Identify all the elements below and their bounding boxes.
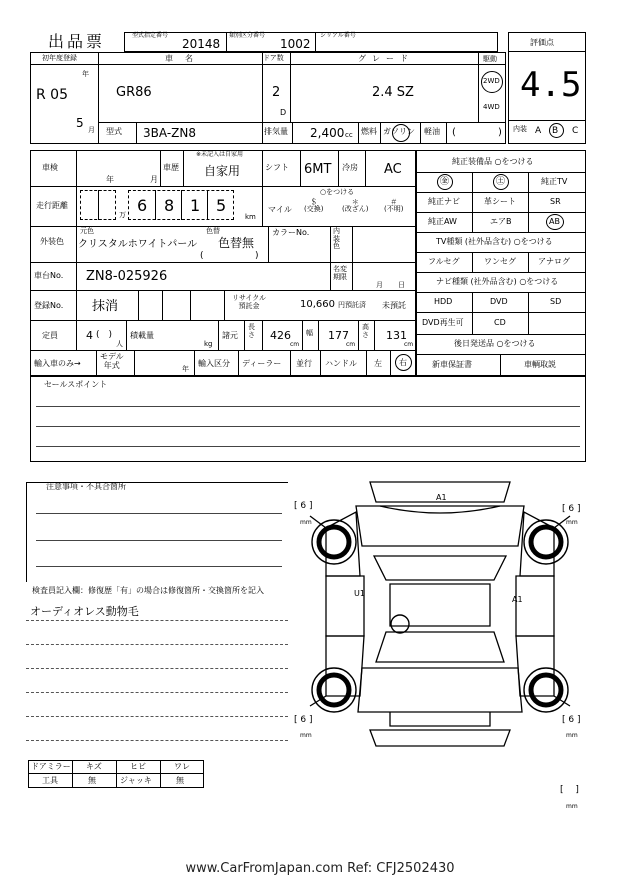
exchange-label: ＄ (交換) — [304, 198, 324, 213]
type-value: 3BA-ZN8 — [143, 126, 196, 140]
mileage-digit-1: 8 — [164, 196, 175, 215]
inspector-label: 検査員記入欄：修復歴「有」の場合は修復箇所・交換箇所を記入 — [32, 586, 264, 595]
score-value: 4.5 — [520, 65, 582, 105]
handle-label: ハンドル — [325, 359, 357, 368]
drive-4wd: 4WD — [483, 103, 500, 111]
spare-tire — [391, 615, 409, 633]
tire-depth-rr: [ 6 ] — [562, 715, 581, 725]
mark-front: A1 — [436, 493, 447, 502]
navi-hdd: HDD — [434, 297, 453, 306]
right-rear-fender — [516, 636, 554, 696]
sheet-title: 出品票 — [48, 32, 106, 51]
history-label: 車歴 — [163, 163, 179, 172]
mark-left: U1 — [354, 589, 365, 598]
model-designation-label: 型式指定番号 — [132, 32, 169, 39]
paint-value: 色替無 — [218, 236, 255, 250]
watermark: www.CarFromJapan.com Ref: CFJ2502430 — [185, 861, 455, 876]
tv-label: TV種類 (社外品含む) ○をつける — [436, 237, 553, 246]
trunk — [358, 668, 522, 712]
tv-fullseg: フルセグ — [428, 257, 460, 266]
fuel-value: ガソリン — [383, 127, 415, 136]
import-label: 輸入車のみ→ — [34, 359, 81, 368]
car-diagram — [290, 476, 590, 816]
equip-sr: SR — [550, 197, 561, 206]
recycle-value: 10,660 — [300, 299, 335, 310]
navi-label: ナビ種類 (社外品含む) ○をつける — [436, 277, 559, 286]
handle-left: 左 — [374, 359, 382, 368]
first-reg-era: R 05 — [36, 87, 68, 103]
reg-label: 登録No. — [34, 301, 64, 310]
left-rear-fender — [326, 636, 364, 696]
rear-window — [376, 632, 504, 662]
inspector-note: オーディオレス動物毛 — [30, 605, 139, 618]
width-value: 177 — [328, 329, 349, 342]
hood — [356, 506, 524, 546]
equip-ab: AB — [549, 217, 560, 226]
navi-dvd-play: DVD再生可 — [422, 318, 464, 327]
later-warranty: 新車保証書 — [432, 360, 472, 369]
displacement-label: 排気量 — [264, 127, 288, 136]
tv-oneseg: ワンセグ — [484, 257, 516, 266]
first-reg-label: 初年度登録 — [42, 54, 77, 62]
equip-pw: ㊏ — [496, 177, 506, 187]
shift-value: 6MT — [304, 162, 332, 177]
notes-label: 注意事項・不具合箇所 — [46, 482, 126, 491]
navi-sd: SD — [550, 297, 562, 306]
interior-b: B — [552, 126, 559, 136]
handle-right: 右 — [399, 358, 407, 367]
cooler-value: AC — [384, 162, 402, 177]
height-value: 131 — [386, 329, 407, 342]
color-label: 外装色 — [40, 237, 64, 246]
diesel-label: 軽油 — [424, 127, 440, 136]
header-id-strip — [124, 32, 498, 52]
mileage-label: 走行距離 — [36, 201, 68, 210]
shaken-label: 車検 — [42, 163, 58, 172]
later-manual: 車輌取説 — [524, 360, 556, 369]
length-value: 426 — [270, 329, 291, 342]
rear-bumper — [370, 730, 510, 746]
shift-label: シフト — [265, 163, 289, 172]
serial-label: シリアル番号 — [320, 32, 356, 39]
sales-point-label: セールスポイント — [44, 380, 108, 389]
right-door — [516, 576, 554, 636]
tire-depth-fl: [ 6 ] — [294, 501, 313, 511]
size-label: 諸元 — [222, 331, 238, 340]
score-label: 評価点 — [530, 38, 554, 47]
tire-depth-spare: [ ] — [560, 785, 579, 795]
name-change-label: 名変 期限 — [333, 265, 347, 281]
sales-point-block — [30, 376, 586, 462]
equip-navi: 純正ナビ — [428, 197, 460, 206]
unknown-label: ＃ (不明) — [384, 198, 404, 213]
roof — [390, 584, 490, 626]
equip-airbag: エアB — [490, 217, 512, 226]
history-value: 自家用 — [204, 164, 241, 178]
mark-right: A1 — [512, 595, 523, 604]
load-label: 積載量 — [130, 331, 154, 340]
category-label: 類別区分番号 — [229, 32, 266, 39]
dealer-option: ディーラー — [242, 359, 282, 368]
chassis-label: 車台No. — [34, 271, 64, 280]
color-no-label: カラーNo. — [272, 228, 310, 237]
parallel-option: 並行 — [296, 359, 312, 368]
doors-value: 2 — [272, 85, 281, 100]
orig-color-value: クリスタルホワイトパール — [78, 239, 198, 250]
tire-depth-fr: [ 6 ] — [562, 504, 581, 514]
cooler-label: 冷房 — [342, 163, 358, 172]
left-door — [326, 576, 364, 636]
equip-ps: ㊎ — [440, 177, 450, 187]
tv-analog: アナログ — [538, 257, 570, 266]
capacity-value: 4 — [86, 329, 93, 342]
equip-leather: 革シート — [484, 197, 516, 206]
grade-label: グレード — [358, 54, 414, 63]
car-name: GR86 — [116, 85, 152, 100]
chassis-value: ZN8-025926 — [86, 269, 168, 284]
interior-label: 内装 — [513, 125, 527, 133]
mile-label: マイル — [268, 205, 292, 214]
reg-value: 抹消 — [92, 299, 119, 314]
recycle-label: リサイクル 預託金 — [232, 294, 267, 310]
tamper-label: ＊ (改ざん) — [342, 198, 369, 213]
recycle-no: 未預託 — [382, 301, 406, 310]
drive-label: 駆動 — [483, 55, 497, 63]
navi-cd: CD — [494, 318, 506, 327]
tire-depth-rl: [ 6 ] — [294, 715, 313, 725]
car-name-label: 車名 — [165, 54, 205, 63]
fuel-label: 燃料 — [361, 127, 377, 136]
grade-value: 2.4 SZ — [372, 85, 414, 100]
model-designation-value: 20148 — [182, 37, 221, 51]
category-value: 1002 — [280, 37, 311, 51]
drive-2wd: 2WD — [483, 77, 500, 85]
displacement-value: 2,400 — [310, 126, 345, 140]
interior-a: A — [535, 126, 542, 136]
equip-tv: 純正TV — [541, 177, 568, 186]
doors-label: ドア数 — [263, 54, 284, 62]
first-reg-month: 5 — [76, 116, 84, 130]
model-year-label: モデル 年式 — [100, 352, 124, 370]
mileage-digit-2: 1 — [190, 196, 201, 215]
navi-dvd: DVD — [490, 297, 508, 306]
windshield — [374, 556, 506, 580]
genuine-label: 純正装備品 ○をつける — [452, 157, 534, 166]
mileage-man-digit: 6 — [137, 196, 148, 215]
capacity-label: 定員 — [42, 331, 58, 340]
later-label: 後日発送品 ○をつける — [454, 339, 536, 348]
history-note: ※未記入は自家用 — [196, 151, 244, 158]
import-class-label: 輸入区分 — [198, 359, 230, 368]
equip-aw: 純正AW — [428, 217, 457, 226]
interior-c: C — [572, 126, 579, 136]
interior-color-label: 内装色 — [333, 227, 340, 251]
mileage-digit-3: 5 — [216, 196, 227, 215]
type-label: 型式 — [106, 127, 122, 136]
circle-note: ○をつける — [320, 188, 355, 196]
